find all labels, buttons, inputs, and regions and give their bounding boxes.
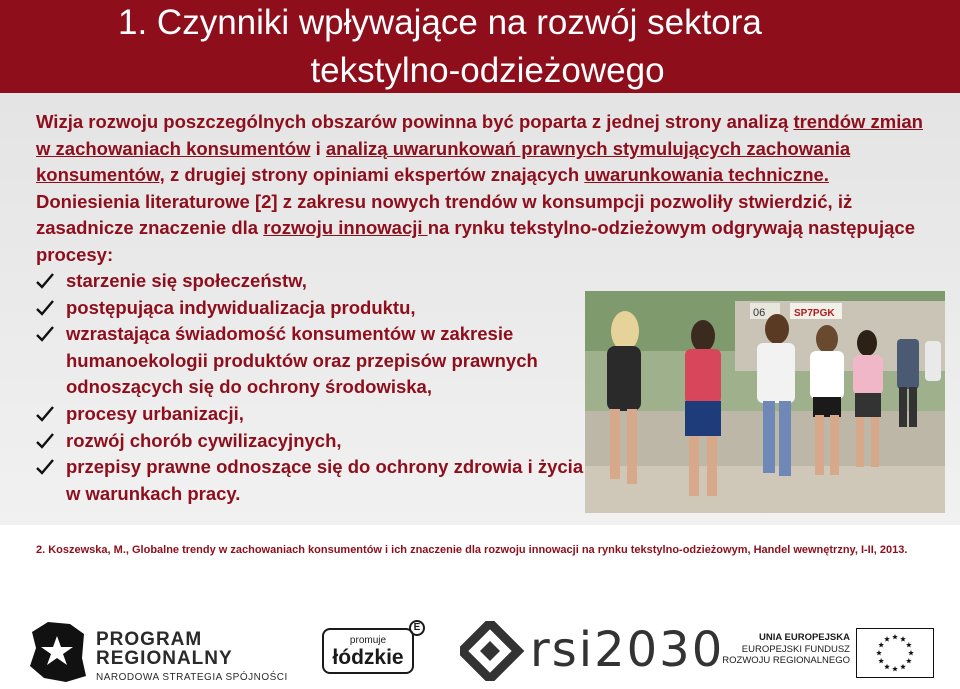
eu-flag-icon <box>856 628 934 678</box>
slide-title-line-2: tekstylno-odzieżowego <box>310 51 665 90</box>
list-item <box>36 295 596 322</box>
list-item-text: wzrastająca świadomość konsumentów w zakresie humanoekologii produktów oraz przepisów prawnych odnoszących się do ochrony środowiska, <box>66 323 538 398</box>
reference-section <box>0 525 960 600</box>
intro-underlined-text: uwarunkowania techniczne. <box>584 164 829 186</box>
program-line-3: NARODOWA STRATEGIA SPÓJNOŚCI <box>96 672 288 683</box>
list-item <box>36 428 596 455</box>
program-line-1: PROGRAM <box>96 629 203 650</box>
list-item <box>36 454 596 507</box>
program-line-2: REGIONALNY <box>96 648 233 669</box>
promuje-lodzkie-logo <box>322 628 414 674</box>
photo-sign-number: 06 <box>753 307 766 319</box>
eu-line-1: UNIA EUROPEJSKA <box>759 632 850 643</box>
intro-text: i <box>310 137 326 159</box>
street-scene-image <box>585 291 945 513</box>
checkmark-icon <box>36 433 54 449</box>
eu-fund-text <box>720 632 850 667</box>
checkmark-icon <box>36 326 54 342</box>
street-photo <box>585 291 945 513</box>
program-regionalny-logo <box>96 630 288 685</box>
sponsor-footer <box>0 600 960 689</box>
intro-underlined-text: analizą uwarunkowań prawnych stymulujących zachowania konsumentów, <box>36 137 851 186</box>
slide-content <box>0 93 960 525</box>
intro-paragraph <box>36 109 936 269</box>
eu-line-2: EUROPEJSKI FUNDUSZ <box>741 643 850 655</box>
rsi-2030-logo: rsi2030 <box>530 622 725 678</box>
list-item-text: procesy urbanizacji, <box>66 402 244 424</box>
checkmark-icon <box>36 406 54 422</box>
intro-underlined-text: rozwoju innowacji <box>263 217 428 239</box>
list-item <box>36 401 596 428</box>
intro-text: Doniesienia literaturowe [2] z zakresu nowych trendów w konsumpcji pozwoliły stwierdzić, iż zasadnicze znaczenie dla <box>36 190 853 239</box>
slide-title-line-1: 1. Czynniki wpływające na rozwój sektora <box>118 3 762 42</box>
list-item-text: przepisy prawne odnoszące się do ochrony zdrowia i życia w warunkach pracy. <box>66 456 584 504</box>
reference-citation: 2. Koszewska, M., Globalne trendy w zachowaniach konsumentów i ich znaczenie dla rozwoju innowacji na rynku tekstylno-odzieżowym, Handel wewnętrzny, I-II, 2013. <box>36 544 908 556</box>
list-item-text: rozwój chorób cywilizacyjnych, <box>66 429 342 451</box>
poland-map-star-icon <box>26 618 88 684</box>
photo-sign-text: SP7PGK <box>794 308 835 319</box>
list-item-text: starzenie się społeczeństw, <box>66 270 307 291</box>
list-item <box>36 268 596 295</box>
process-list <box>36 268 596 507</box>
intro-text: z drugiej strony opiniami ekspertów znających <box>164 164 585 186</box>
promuje-label: promuje <box>349 635 387 646</box>
list-item-text: postępująca indywidualizacja produktu, <box>66 296 416 318</box>
list-item <box>36 321 596 401</box>
intro-text: na rynku tekstylno-odzieżowym odgrywają następujące procesy: <box>36 217 915 265</box>
lodzkie-label: łódzkie <box>332 646 404 669</box>
eu-line-3: ROZWOJU REGIONALNEGO <box>722 655 850 666</box>
checkmark-icon <box>36 273 54 289</box>
checkmark-icon <box>36 459 54 475</box>
lodzkie-mark: E <box>409 620 425 636</box>
intro-text: Wizja rozwoju poszczególnych obszarów powinna być poparta z jednej strony analizą <box>36 111 794 132</box>
slide-header <box>0 0 960 93</box>
intro-underlined-text: trendów zmian w zachowaniach konsumentów <box>36 111 923 159</box>
rsi-diamond-icon <box>460 621 526 681</box>
checkmark-icon <box>36 300 54 316</box>
